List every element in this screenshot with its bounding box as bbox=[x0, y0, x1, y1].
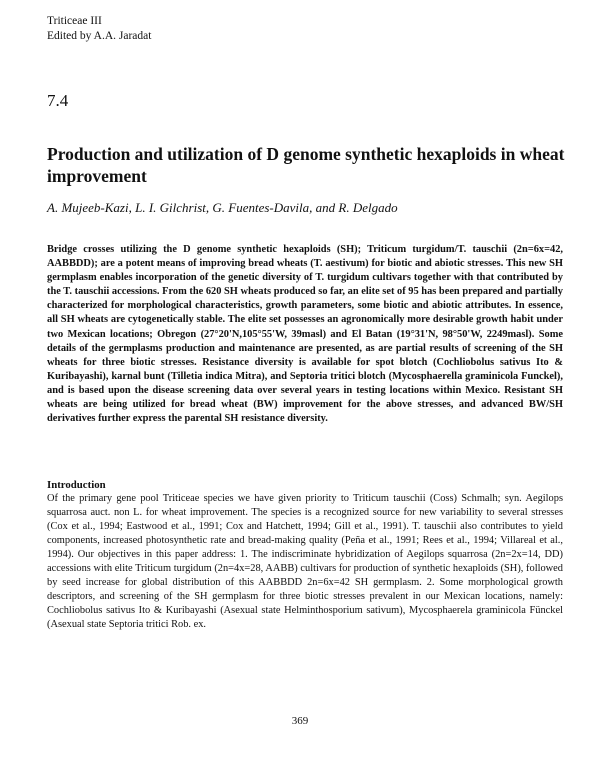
page-number: 369 bbox=[291, 715, 309, 727]
introduction-text: Of the primary gene pool Triticeae species we have given priority to Triticum tauschii (Coss) Schmalh; syn. Aegilops squarrosa auct. non L. for wheat improvement. The species is a recognized source for new variability to several stresses (Cox et al., 1994; Eastwood et al., 1991; Cox and Hatchett, 1994; Gill et al., 1991). T. tauschii also contributes to yield components, increased photosynthetic rate and bread-making quality (Peña et al., 1991; Rees et al., 1994; Villareal et al., 1994). Our objectives in this paper address: 1. The indiscriminate hybridization of Aegilops squarrosa (2n=2x=14, DD) accessions with elite Triticum turgidum (2n=4x=28, AABB) cultivars for production of synthetic hexaploids (SH), followed by seed increase for global distribution of this AABBDD 2n=6x=42 SH germplasm. 2. Some morphological growth descriptors, and screening of the SH germplasm for three biotic stresses prevalent in our Mexican locations, namely: Cochliobolus sativus Ito & Kuribayashi (Asexual state Helminthosporium sativum), Mycosphaerela graminicola Fünckel (Asexual state Septoria tritici Rob. ex. bbox=[47, 493, 563, 630]
abstract: Bridge crosses utilizing the D genome synthetic hexaploids (SH); Triticum turgidum/T. tauschii (2n=6x=42, AABBDD); are a potent means of improving bread wheats (T. aestivum) for biotic and abiotic stresses. This new SH germplasm enables incorporation of the genetic diversity of T. turgidum cultivars together with that contributed by the T. tauschii accessions. From the 620 SH wheats produced so far, an elite set of 95 has been prepared and partially characterized for morphological characteristics, growth parameters, some biotic and abiotic attributes. In essence, all SH wheats are cytogenetically stable. The elite set possesses an agronomically more desirable growth habit under two Mexican locations; Obregon (27°20'N,105°55'W, 39masl) and El Batan (19°31'N, 98°50'W, 2249masl). Some details of the germplasms production and maintenance are presented, as are partial results of screening of the SH wheats for three biotic stresses. Resistance diversity is available for spot blotch (Cochliobolus sativus Ito & Kuribayashi), karnal bunt (Tilletia indica Mitra), and Septoria tritici blotch (Mycosphaerella graminicola Funckel), and is based upon the disease screening data over several years in testing locations within Mexico. Resistant SH wheats are being utilized for bread wheat (BW) improvement for the above stresses, and advanced BW/SH derivatives further express the parental SH resistance diversity. bbox=[47, 244, 563, 425]
running-header bbox=[47, 14, 151, 44]
editor-line: Edited by A.A. Jaradat bbox=[47, 30, 152, 42]
section-number: 7.4 bbox=[47, 91, 69, 110]
paper-title: Production and utilization of D genome synthetic hexaploids in wheat improvement bbox=[47, 144, 565, 186]
introduction-heading: Introduction bbox=[47, 479, 106, 491]
author-list: A. Mujeeb-Kazi, L. I. Gilchrist, G. Fuentes-Davila, and R. Delgado bbox=[47, 200, 398, 215]
book-title: Triticeae III bbox=[47, 15, 102, 27]
